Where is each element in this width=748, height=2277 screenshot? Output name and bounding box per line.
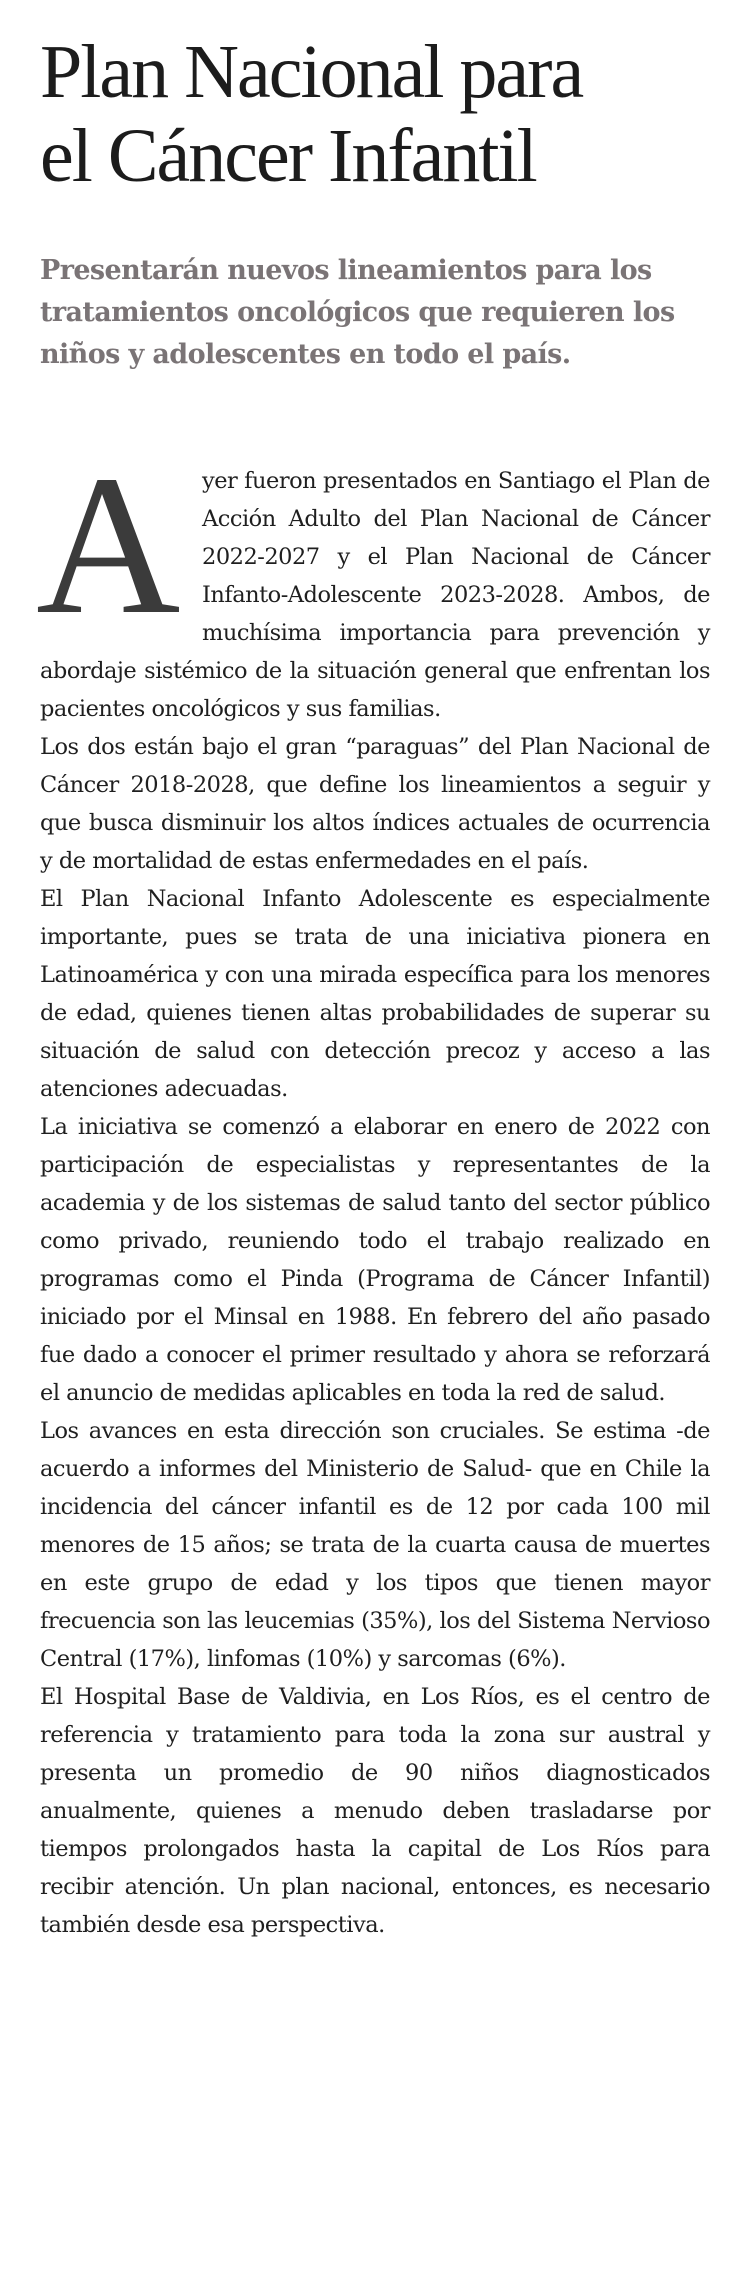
drop-cap: A (36, 435, 180, 656)
paragraph-1: yer fueron presentados en Santiago el Plan de Acción Adulto del Plan Nacional de Cáncer 2022-2027 y el Plan Nacional de Cáncer Infanto-Adolescente 2023-2028. Ambos, de muchísima importancia para prevención y abordaje sistémico de la situación general que enfrentan los pacientes oncológicos y sus familias. (40, 468, 710, 722)
paragraph-4: La iniciativa se comenzó a elaborar en enero de 2022 con participación de especialistas y representantes de la academia y de los sistemas de salud tanto del sector público como privado, reuniendo todo el trabajo realizado en programas como el Pinda (Programa de Cáncer Infantil) iniciado por el Minsal en 1988. En febrero del año pasado fue dado a conocer el primer resultado y ahora se reforzará el anuncio de medidas aplicables en toda la red de salud. (40, 1114, 710, 1406)
paragraph-2: Los dos están bajo el gran “paraguas” del Plan Nacional de Cáncer 2018-2028, que define los lineamientos a seguir y que busca disminuir los altos índices actuales de ocurrencia y de mortalidad de estas enfermedades en el país. (40, 734, 710, 874)
headline-line-1: Plan Nacional para (40, 30, 583, 114)
paragraph-6: El Hospital Base de Valdivia, en Los Ríos, es el centro de referencia y tratamiento para toda la zona sur austral y presenta un promedio de 90 niños diagnosticados anualmente, quienes a menudo deben trasladarse por tiempos prolongados hasta la capital de Los Ríos para recibir atención. Un plan nacional, entonces, es necesario también desde esa perspectiva. (40, 1684, 710, 1938)
headline-line-2: el Cáncer Infantil (40, 114, 536, 198)
article (36, 30, 710, 1944)
paragraph-5: Los avances en esta dirección son cruciales. Se estima -de acuerdo a informes del Ministerio de Salud- que en Chile la incidencia del cáncer infantil es de 12 por cada 100 mil menores de 15 años; se trata de la cuarta causa de muertes en este grupo de edad y los tipos que tienen mayor frecuencia son las leucemias (35%), los del Sistema Nervioso Central (17%), linfomas (10%) y sarcomas (6%). (40, 1418, 710, 1672)
paragraph-3: El Plan Nacional Infanto Adolescente es especialmente importante, pues se trata de una iniciativa pionera en Latinoamérica y con una mirada específica para los menores de edad, quienes tienen altas probabilidades de superar su situación de salud con detección precoz y acceso a las atenciones adecuadas. (40, 886, 710, 1102)
article-body (36, 435, 710, 1944)
headline (40, 30, 710, 198)
subheadline: Presentarán nuevos lineamientos para los tratamientos oncológicos que requieren los niños y adolescentes en todo el país. (40, 255, 675, 370)
first-paragraph-block (36, 435, 710, 728)
